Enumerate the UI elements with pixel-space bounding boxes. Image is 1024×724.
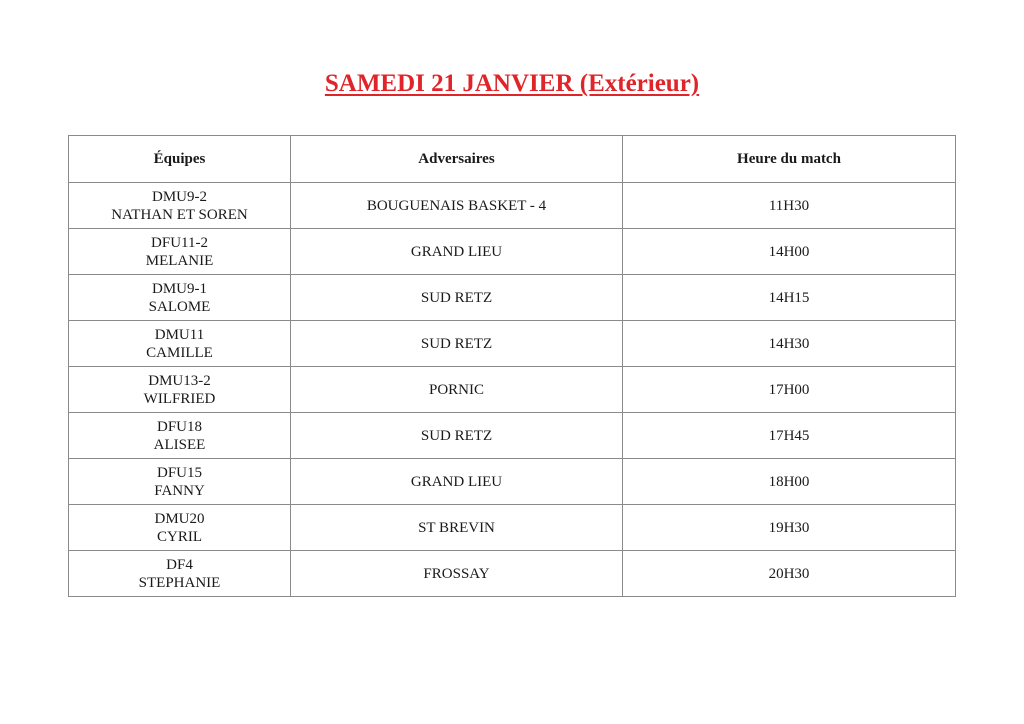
- team-name: DFU11-2: [151, 234, 208, 251]
- table-header-row: [69, 136, 956, 183]
- opponent-cell: PORNIC: [291, 367, 623, 413]
- team-name: DF4: [166, 556, 193, 573]
- time-cell: 11H30: [623, 183, 956, 229]
- team-name: DMU11: [154, 326, 205, 343]
- opponent-cell: BOUGUENAIS BASKET - 4: [291, 183, 623, 229]
- team-coach: NATHAN ET SOREN: [111, 206, 248, 223]
- team-cell: [69, 459, 291, 505]
- header-opponents: Adversaires: [291, 136, 623, 183]
- team-cell: [69, 367, 291, 413]
- team-name: DFU18: [156, 418, 202, 435]
- team-coach: WILFRIED: [143, 390, 216, 407]
- time-cell: 14H30: [623, 321, 956, 367]
- team-name: DMU20: [154, 510, 205, 527]
- page-title: SAMEDI 21 JANVIER (Extérieur): [324, 70, 700, 97]
- time-cell: 14H00: [623, 229, 956, 275]
- team-cell: [69, 321, 291, 367]
- time-cell: 19H30: [623, 505, 956, 551]
- time-cell: 14H15: [623, 275, 956, 321]
- table-row: [69, 551, 956, 597]
- team-name: DMU13-2: [148, 372, 211, 389]
- table-row: [69, 459, 956, 505]
- team-name: DMU9-1: [152, 280, 207, 297]
- table-row: [69, 275, 956, 321]
- time-cell: 20H30: [623, 551, 956, 597]
- team-name: DFU15: [156, 464, 202, 481]
- team-cell: [69, 183, 291, 229]
- opponent-cell: ST BREVIN: [291, 505, 623, 551]
- time-cell: 17H45: [623, 413, 956, 459]
- team-cell: [69, 229, 291, 275]
- opponent-cell: GRAND LIEU: [291, 459, 623, 505]
- team-cell: [69, 505, 291, 551]
- opponent-cell: SUD RETZ: [291, 413, 623, 459]
- team-coach: FANNY: [154, 482, 205, 499]
- table-row: [69, 413, 956, 459]
- header-teams: Équipes: [69, 136, 291, 183]
- table-row: [69, 367, 956, 413]
- team-coach: MELANIE: [145, 252, 214, 269]
- team-coach: SALOME: [148, 298, 211, 315]
- team-cell: [69, 275, 291, 321]
- table-row: [69, 183, 956, 229]
- table-row: [69, 505, 956, 551]
- team-coach: STEPHANIE: [138, 574, 221, 591]
- team-coach: CYRIL: [157, 528, 202, 545]
- team-coach: CAMILLE: [146, 344, 213, 361]
- table-row: [69, 321, 956, 367]
- opponent-cell: FROSSAY: [291, 551, 623, 597]
- team-coach: ALISEE: [153, 436, 206, 453]
- opponent-cell: SUD RETZ: [291, 321, 623, 367]
- table-row: [69, 229, 956, 275]
- opponent-cell: GRAND LIEU: [291, 229, 623, 275]
- header-match-time: Heure du match: [623, 136, 956, 183]
- team-cell: [69, 551, 291, 597]
- time-cell: 17H00: [623, 367, 956, 413]
- time-cell: 18H00: [623, 459, 956, 505]
- opponent-cell: SUD RETZ: [291, 275, 623, 321]
- schedule-table: [68, 135, 956, 597]
- team-name: DMU9-2: [152, 188, 207, 205]
- team-cell: [69, 413, 291, 459]
